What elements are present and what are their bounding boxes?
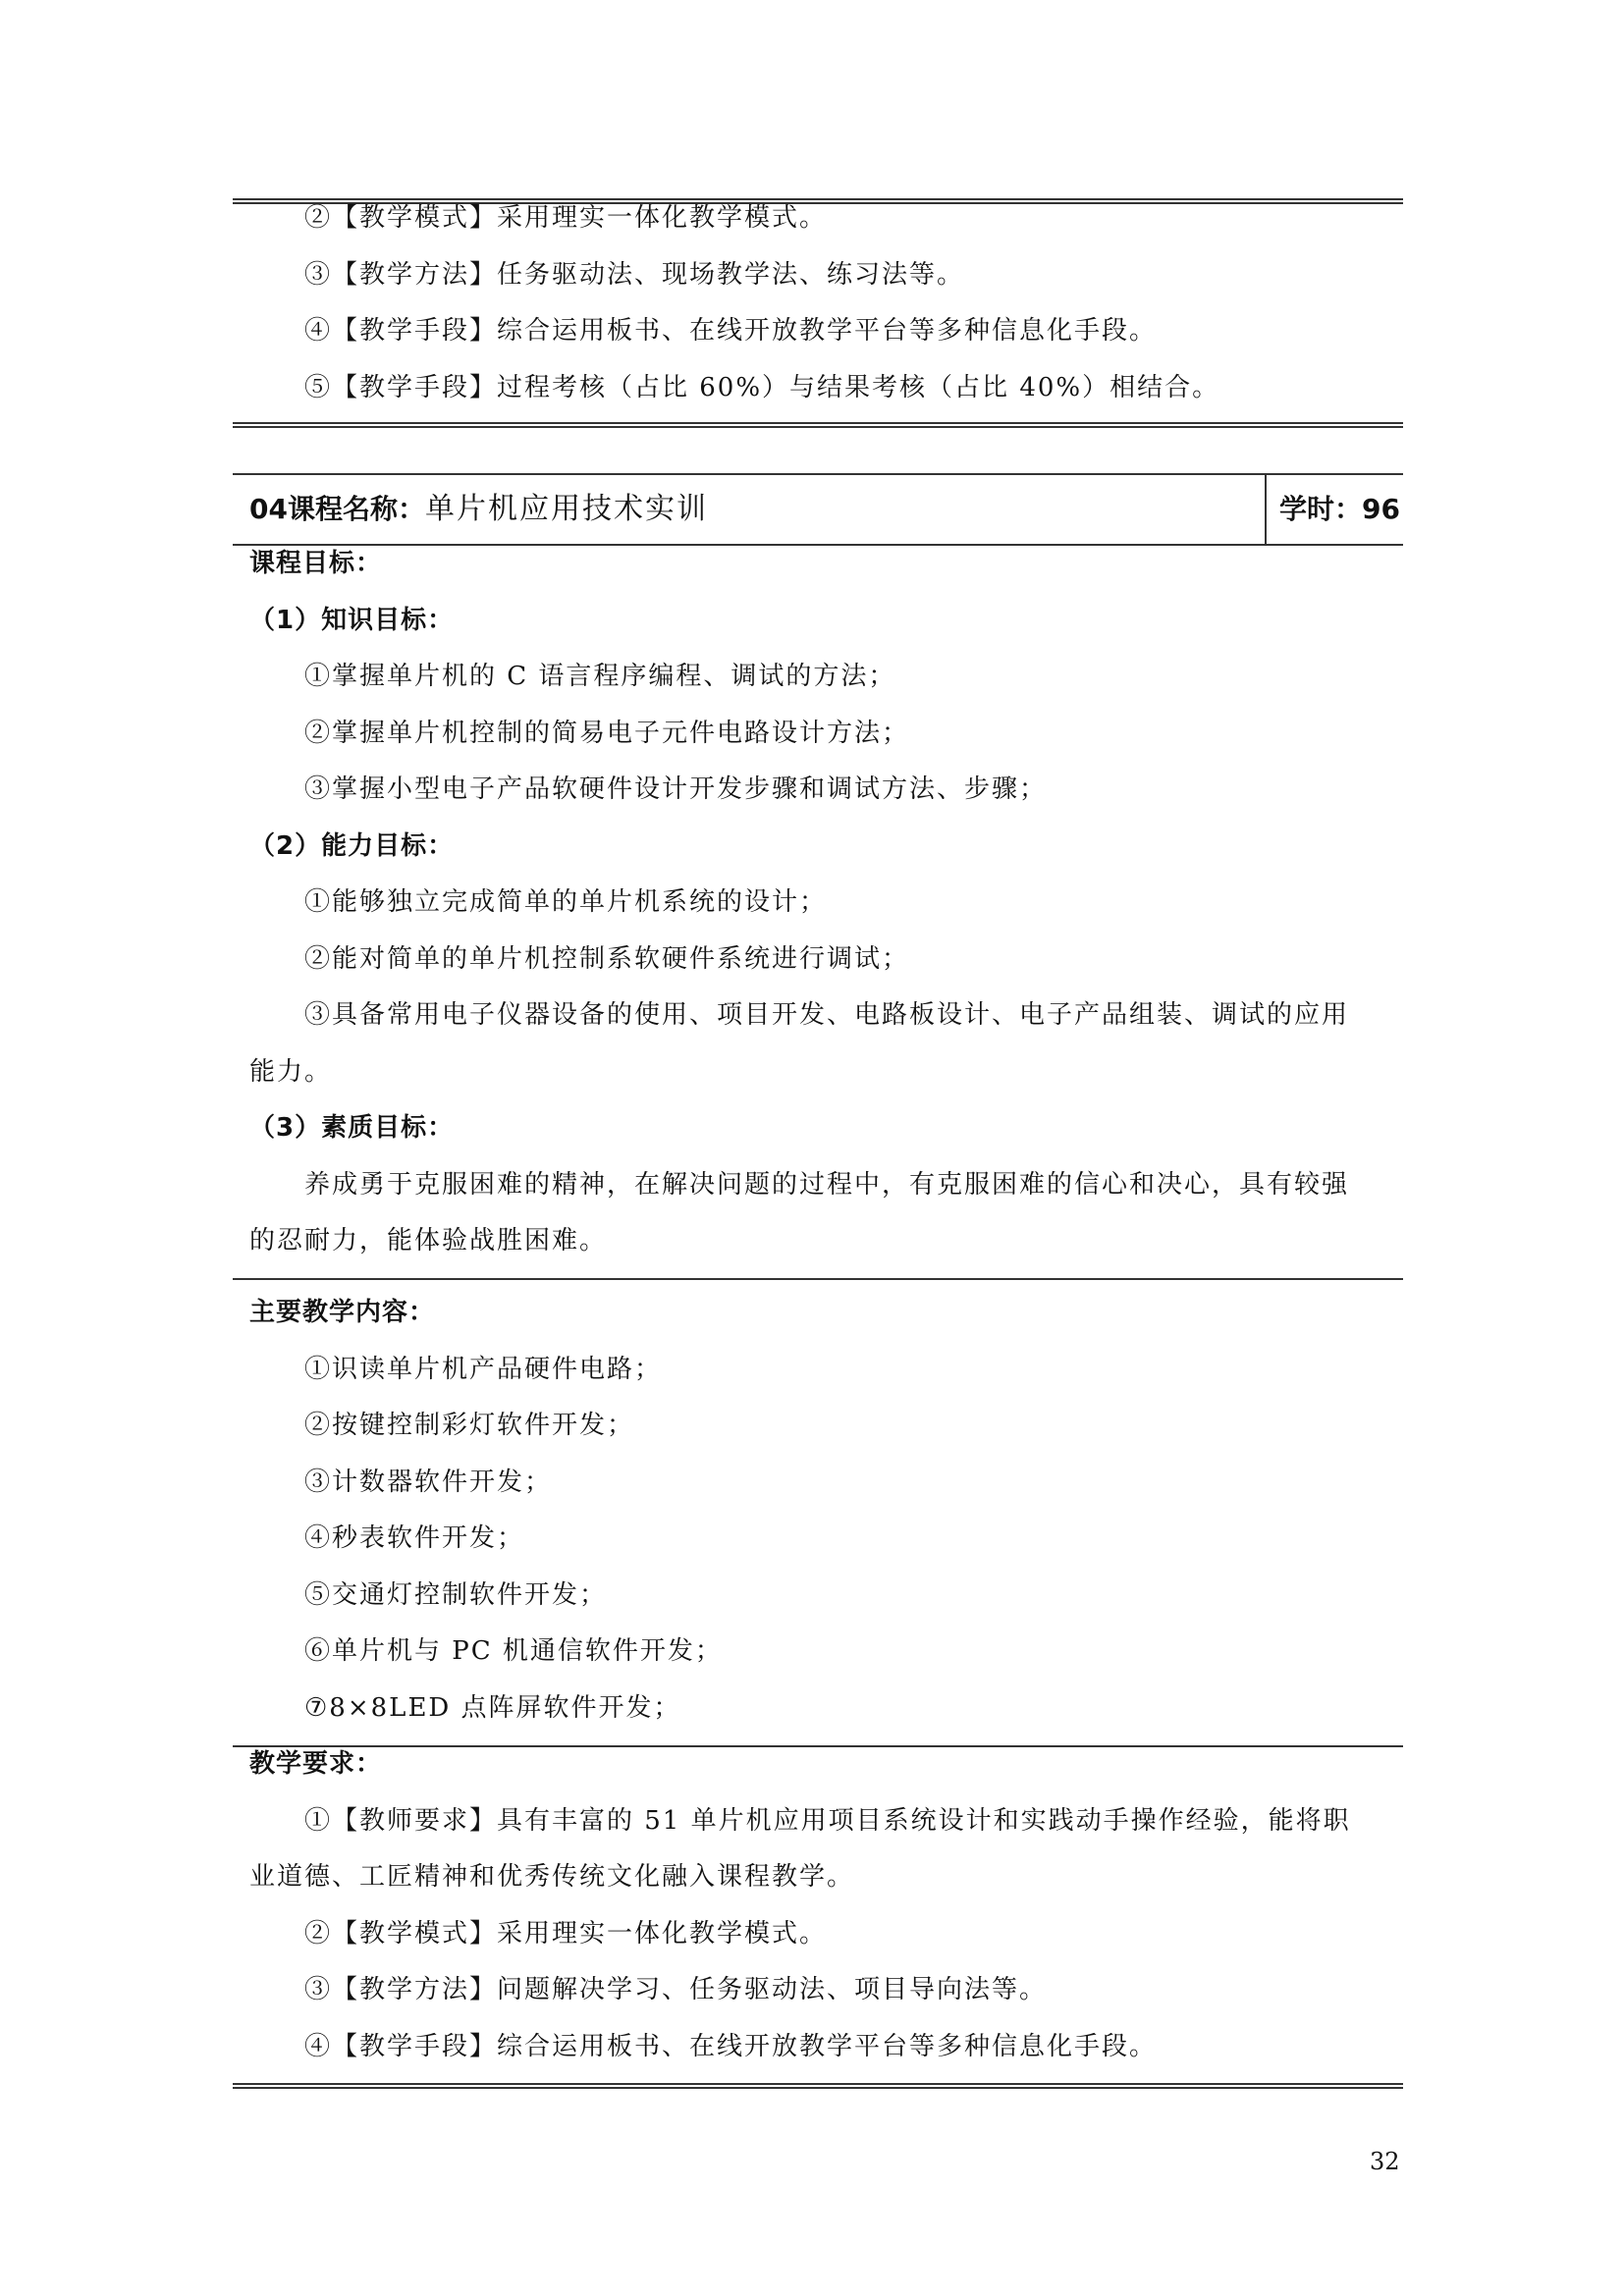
- bottom-rule: [233, 2083, 1403, 2089]
- list-item: ③掌握小型电子产品软硬件设计开发步骤和调试方法、步骤；: [304, 774, 1048, 804]
- requirements-heading: 教学要求：: [249, 1749, 383, 1779]
- list-item: ②能对简单的单片机控制系软硬件系统进行调试；: [304, 944, 910, 974]
- list-item: ①识读单片机产品硬件电路；: [304, 1355, 663, 1384]
- list-item-continuation: 能力。: [249, 1057, 333, 1087]
- course-hours-cell: [1279, 475, 1400, 544]
- objectives-heading: 课程目标：: [249, 549, 383, 578]
- list-item: ④【教学手段】综合运用板书、在线开放教学平台等多种信息化手段。: [304, 316, 1158, 346]
- list-item: ③计数器软件开发；: [304, 1468, 553, 1497]
- list-item: ③【教学方法】任务驱动法、现场教学法、练习法等。: [304, 260, 965, 290]
- list-item: ①【教师要求】具有丰富的 51 单片机应用项目系统设计和实践动手操作经验，能将职: [304, 1806, 1351, 1836]
- quality-heading: （3）素质目标：: [249, 1113, 455, 1143]
- content-heading: 主要教学内容：: [249, 1298, 436, 1327]
- list-item: ②【教学模式】采用理实一体化教学模式。: [304, 1919, 828, 1949]
- list-item: ②按键控制彩灯软件开发；: [304, 1411, 635, 1440]
- list-item-continuation: 业道德、工匠精神和优秀传统文化融入课程教学。: [249, 1862, 855, 1892]
- course-name-cell: [249, 475, 708, 544]
- course-name: 单片机应用技术实训: [424, 492, 708, 526]
- hours-value: 96: [1362, 493, 1400, 525]
- paragraph-line: 养成勇于克服困难的精神，在解决问题的过程中，有克服困难的信心和决心，具有较强: [304, 1170, 1350, 1200]
- list-item: ⑥单片机与 PC 机通信软件开发；: [304, 1636, 723, 1666]
- list-item: ⑤【教学手段】过程考核（占比 60%）与结果考核（占比 40%）相结合。: [304, 373, 1220, 402]
- list-item: ③具备常用电子仪器设备的使用、项目开发、电路板设计、电子产品组装、调试的应用: [304, 1000, 1350, 1030]
- list-item: ②掌握单片机控制的简易电子元件电路设计方法；: [304, 719, 910, 748]
- list-item: ①能够独立完成简单的单片机系统的设计；: [304, 887, 828, 917]
- ability-heading: （2）能力目标：: [249, 831, 455, 861]
- section-end-rule: [233, 422, 1403, 428]
- list-item: ③【教学方法】问题解决学习、任务驱动法、项目导向法等。: [304, 1975, 1048, 2004]
- cell-divider: [1265, 475, 1267, 544]
- course-name-label: 04课程名称：: [249, 493, 425, 525]
- course-title-row: [233, 473, 1403, 546]
- knowledge-heading: （1）知识目标：: [249, 606, 455, 635]
- list-item: ⑦8×8LED 点阵屏软件开发；: [304, 1693, 681, 1723]
- list-item: ②【教学模式】采用理实一体化教学模式。: [304, 203, 828, 233]
- hours-label: 学时：: [1279, 493, 1363, 525]
- list-item: ④秒表软件开发；: [304, 1523, 525, 1553]
- divider: [233, 1278, 1403, 1280]
- list-item: ⑤交通灯控制软件开发；: [304, 1580, 608, 1610]
- list-item: ①掌握单片机的 C 语言程序编程、调试的方法；: [304, 662, 896, 691]
- page-number: 32: [1370, 2148, 1400, 2175]
- paragraph-line: 的忍耐力，能体验战胜困难。: [249, 1226, 608, 1255]
- list-item: ④【教学手段】综合运用板书、在线开放教学平台等多种信息化手段。: [304, 2032, 1158, 2061]
